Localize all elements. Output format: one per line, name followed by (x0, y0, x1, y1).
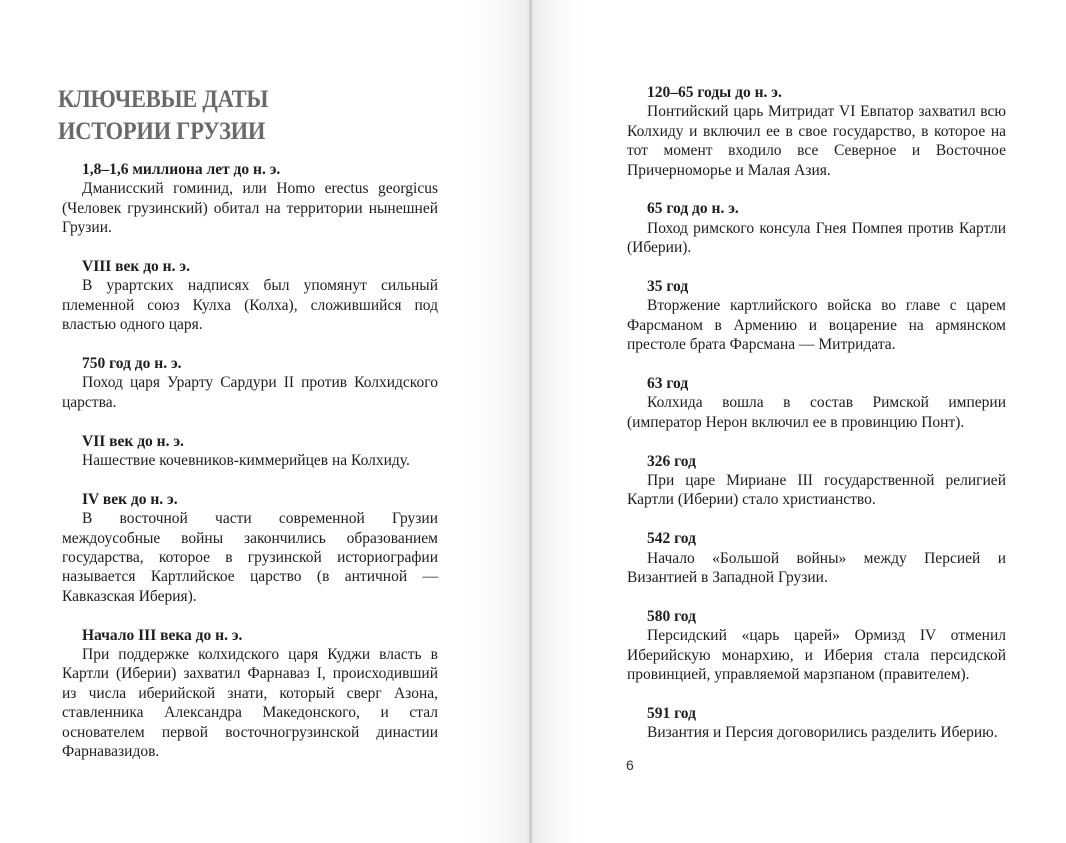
timeline-entry (627, 452, 1006, 510)
entry-text: Вторжение картлийского войска во главе с царем Фарсманом в Армению и воцарение на армянском престоле брата Фарсмана — Митридата. (627, 297, 1006, 354)
entry-text: Византия и Персия договорились разделить Иберию. (647, 724, 998, 742)
entry-text: В восточной части современной Грузии междоусобные войны закончились образованием государства, которое в грузинской историографии называется Картлийское царство (в античной — Кавказская Иберия). (62, 510, 438, 605)
entry-date: 120–65 годы до н. э. (647, 84, 782, 101)
entry-date: IV век до н. э. (82, 490, 178, 508)
chapter-title (58, 84, 268, 148)
chapter-title-line: ИСТОРИИ ГРУЗИИ (58, 118, 266, 145)
left-column (62, 160, 438, 781)
entry-text: В урартских надписях был упомянут сильный племенной союз Кулха (Колха), сложившийся под властью одного царя. (62, 277, 438, 334)
timeline-entry (62, 354, 438, 412)
timeline-entry (62, 160, 438, 238)
entry-date: 326 год (647, 452, 696, 470)
entry-text: Понтийский царь Митридат VI Евпатор захватил всю Колхиду и включил ее в свое государство, в которое на тот момент входило все Северное и Восточное Причерноморье и Малая Азия. (627, 103, 1006, 179)
entry-date: 35 год (647, 278, 689, 296)
timeline-entry (627, 529, 1006, 587)
timeline-entry (627, 199, 1006, 257)
entry-text: Поход царя Урарту Сардури II против Колхидского царства. (62, 374, 438, 411)
entry-text: Поход римского консула Гнея Помпея против Картли (Иберии). (627, 219, 1006, 257)
entry-date: 750 год до н. э. (82, 355, 182, 373)
entry-text: Нашествие кочевников-киммерийцев на Колхиду. (82, 452, 410, 470)
timeline-entry (627, 277, 1006, 355)
timeline-entry (627, 704, 1006, 743)
entry-date: Начало III века до н. э. (82, 626, 243, 644)
timeline-entry (62, 626, 438, 762)
timeline-entry (627, 83, 1006, 180)
timeline-entry (627, 374, 1006, 432)
entry-date: VII век до н. э. (82, 432, 184, 450)
right-column (627, 83, 1006, 762)
timeline-entry (62, 432, 438, 471)
entry-text: При царе Мириане III государственной религией Картли (Иберии) стало христианство. (627, 472, 1006, 509)
entry-date: 1,8–1,6 миллиона лет до н. э. (82, 161, 281, 178)
entry-text: При поддержке колхидского царя Куджи власть в Картли (Иберии) захватил Фарнаваз I, происходивший из числа иберийской знати, который сверг Азона, ставленника Александра Македонского, и стал основателем первой восточногрузинской династии Фарнавазидов. (62, 646, 438, 761)
entry-date: VIII век до н. э. (82, 258, 190, 276)
entry-text: Дманисский гоминид, или Homo erectus georgicus (Человек грузинский) обитал на территории нынешней Грузии. (62, 180, 438, 237)
page-number: 6 (626, 757, 634, 773)
entry-date: 63 год (647, 375, 689, 393)
entry-date: 580 год (647, 607, 696, 625)
timeline-entry (62, 490, 438, 606)
entry-text: Колхида вошла в состав Римской империи (император Нерон включил ее в провинцию Понт). (627, 394, 1006, 431)
entry-text: Начало «Большой войны» между Персией и Византией в Западной Грузии. (627, 549, 1006, 587)
entry-date: 591 год (647, 704, 696, 722)
chapter-title-line: КЛЮЧЕВЫЕ ДАТЫ (58, 86, 269, 113)
entry-date: 65 год до н. э. (647, 200, 739, 218)
timeline-entry (62, 257, 438, 335)
timeline-entry (627, 607, 1006, 685)
book-spine (530, 0, 531, 843)
entry-text: Персидский «царь царей» Ормизд IV отменил Иберийскую монархию, и Иберия стала персидской провинцией, управляемой марзпаном (правителем). (627, 627, 1006, 684)
entry-date: 542 год (647, 530, 696, 548)
